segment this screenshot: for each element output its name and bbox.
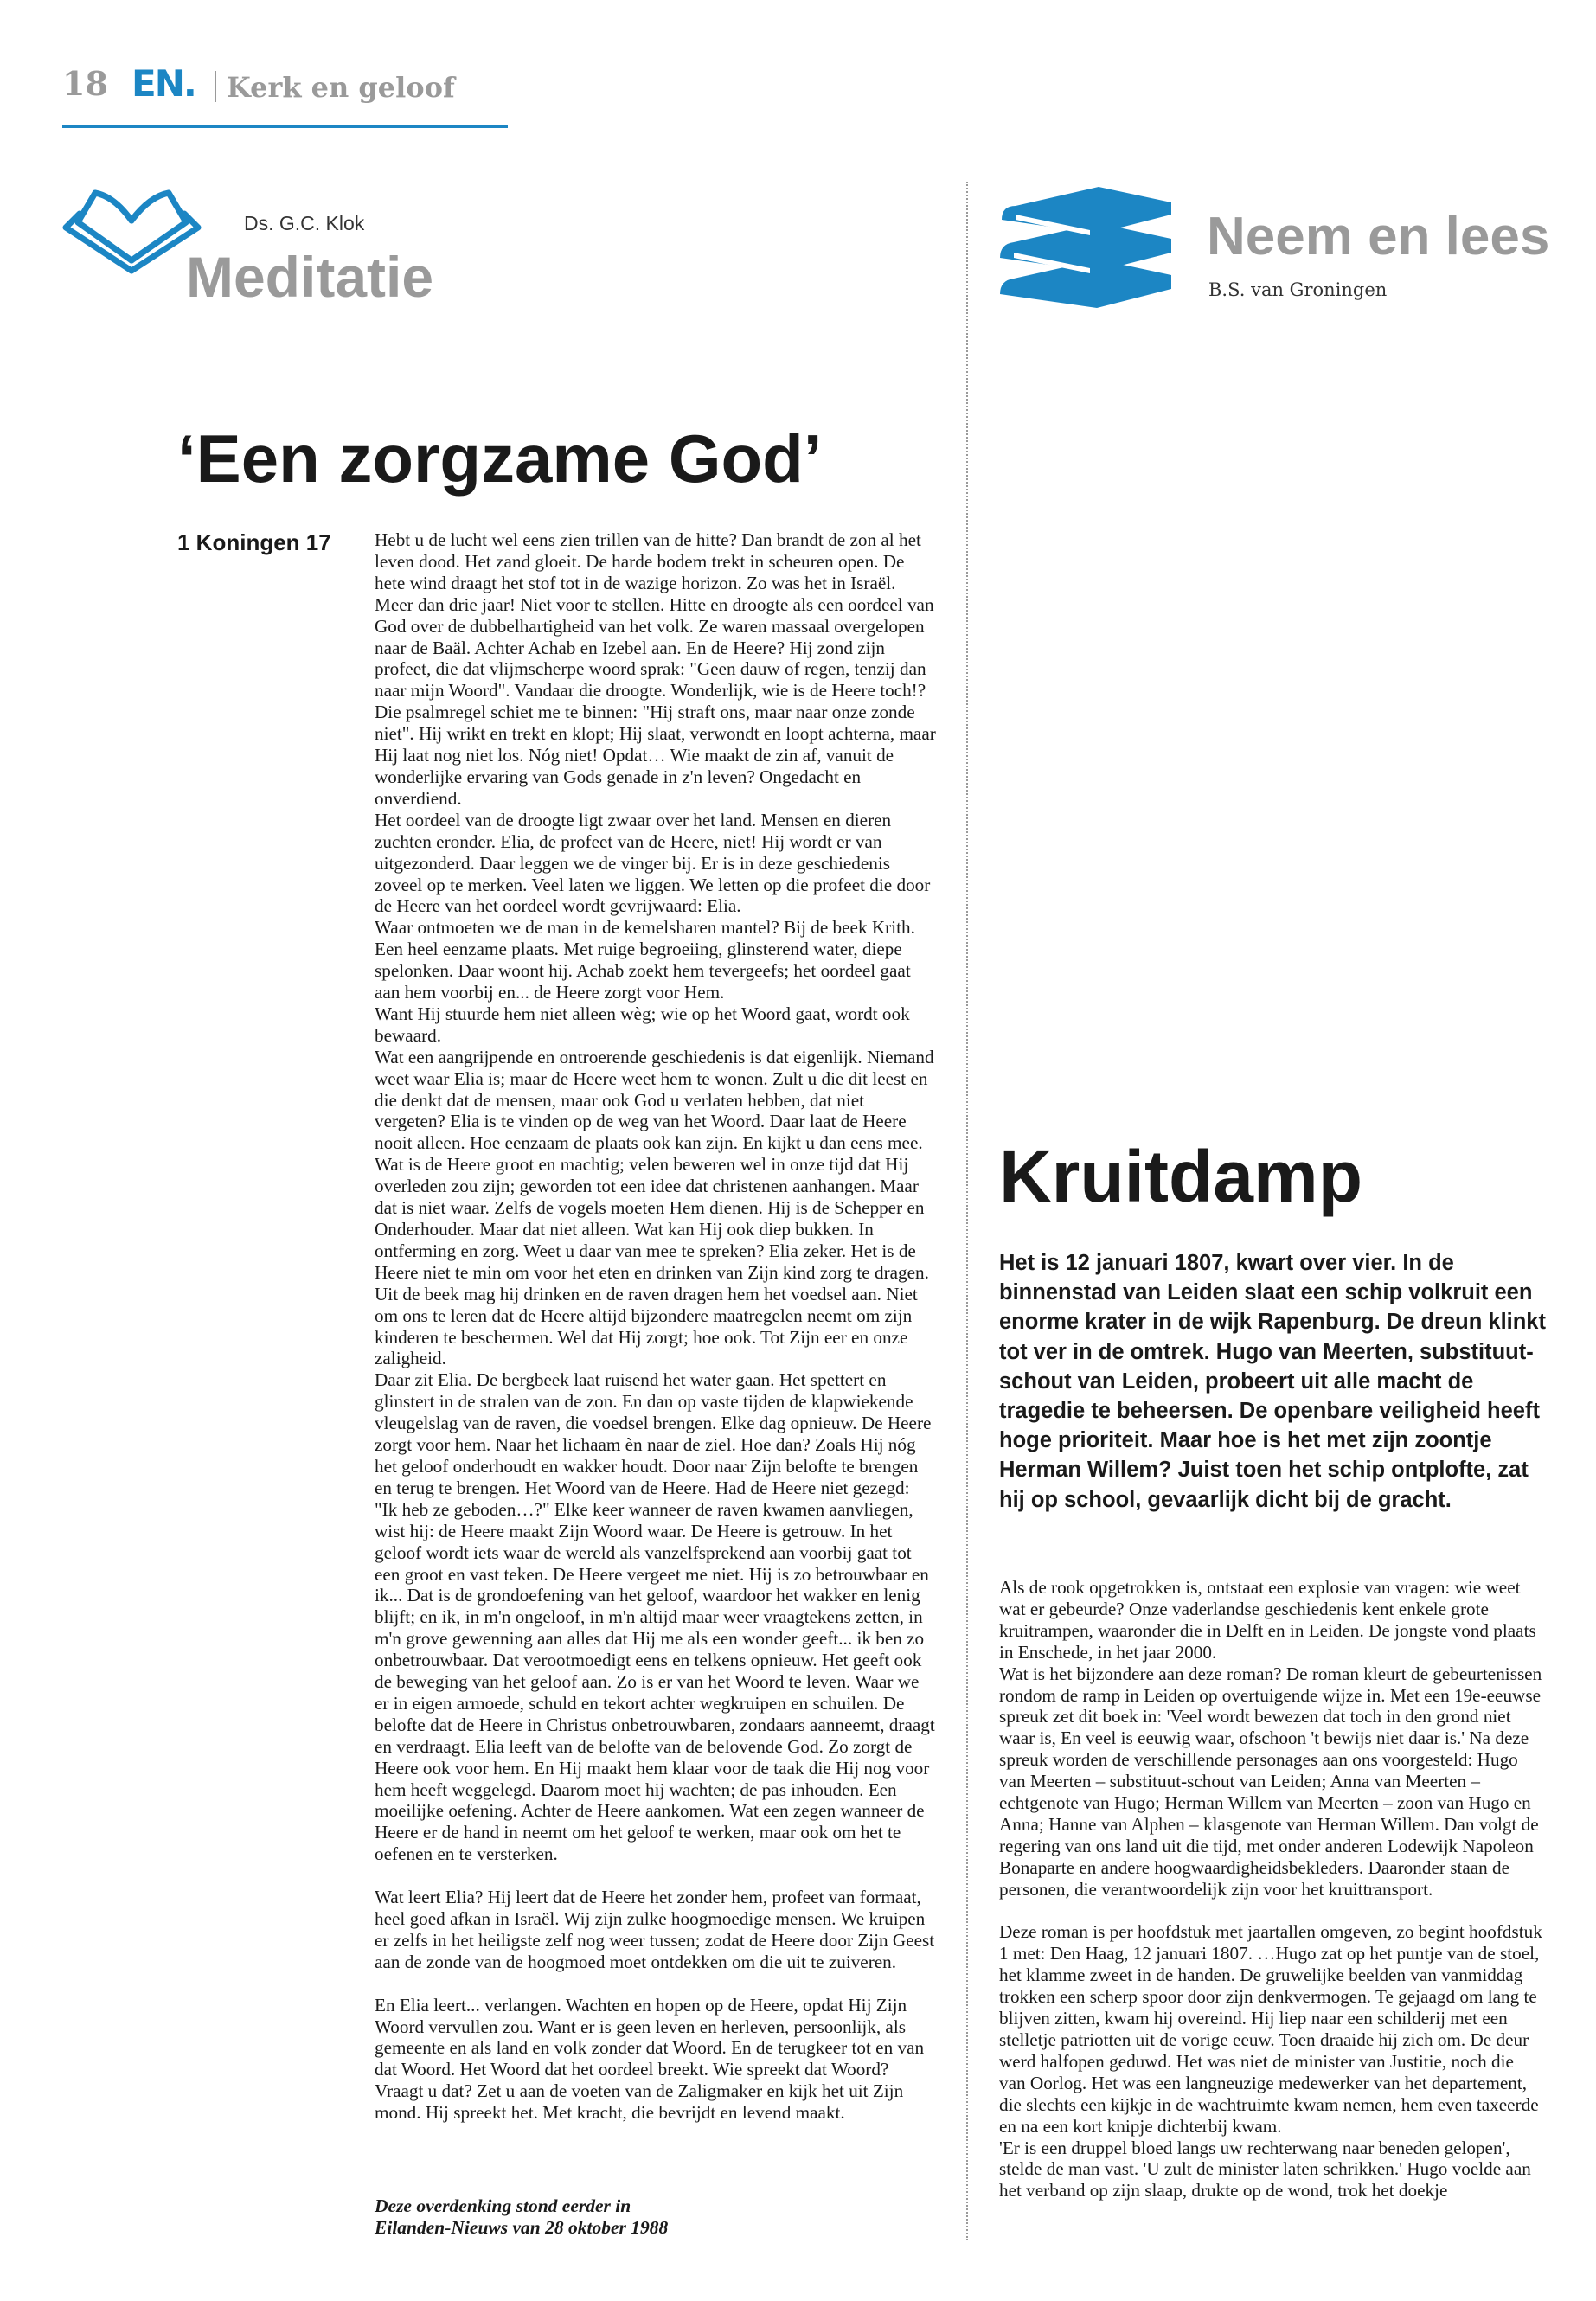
paragraph: Wat een aangrijpende en ontroerende geschiedenis is dat eigenlijk. Niemand weet waar Elia is; maar de Heere weet hem te wonen. Zult u die dit leest en die denkt dat de mensen, maar ook God u verlaten hebben, dat niet vergeten? Elia is te vinden op de weg van het Woord. Daar laat de Heere nooit alleen. Hoe eenzaam de plaats ook kan zijn. En kijkt u dan eens mee. Wat is de Heere groot en machtig; velen beweren wel in onze tijd dat Hij overleden zou zijn; geworden tot een idee dat christenen aanhangen. Maar dat is niet waar. Zelfs de vogels moeten Hem dienen. Hij is de Schepper en Onderhouder. Maar dat niet alleen. Wat kan Hij ook diep bukken. In ontferming en zorg. Weet u daar van mee te spreken? Elia zeker. Het is de Heere niet te min om voor het eten en drinken van Zijn kind zorg te dragen. Uit de beek mag hij drinken en de raven dragen hem het voedsel aan. Niet om ons te leren dat de Heere altijd bijzondere maatregelen neemt om zijn kinderen te beschermen. Wel dat Hij zorgt; hoe ook. Tot Zijn eer en onze zaligheid. xyxy=(375,1046,934,1369)
page-number: 18 xyxy=(62,64,108,103)
open-book-heart-icon xyxy=(61,177,203,277)
paragraph: En Elia leert... verlangen. Wachten en hopen op de Heere, opdat Hij Zijn Woord vervullen zou. Want er is geen leven en herleven, persoonlijk, als gemeente en als land en volk zonder dat Woord. En de terugkeer tot en van dat Woord. Het Woord dat het oordeel breekt. Wie spreekt dat Woord? Vraagt u dat? Zet u aan de voeten van de Zaligmaker en kijk het uit Zijn mond. Hij spreekt het. Met kracht, die bevrijdt en levend maakt. xyxy=(375,1994,925,2124)
paragraph: Wat is het bijzondere aan deze roman? De roman kleurt de gebeurtenissen rondom de ramp in Leiden op overtuigende wijze in. Met een 19e-eeuwse spreuk zet dit boek in: 'Veel wordt bewezen dat toch in den grond niet waar is, En veel is eeuwig waar, ofschoon 't bewijs niet daar is.' Na deze spreuk worden de verschillende personages aan ons voorgesteld: Hugo van Meerten – substituut-schout van Leiden; Anna van Meerten – echtgenote van Hugo; Herman Willem van Meerten – zoon van Hugo en Anna; Hanne van Alphen – klasgenote van Herman Willem. Dan volgt de regering van ons land uit die tijd, met onder anderen Lodewijk Napoleon Bonaparte en andere hoogwaardigheidsbekleders. Daaronder staan de personen, die verantwoordelijk zijn voor het kruittransport. xyxy=(999,1663,1542,1900)
paragraph: Hebt u de lucht wel eens zien trillen van de hitte? Dan brandt de zon al het leven dood. Het zand gloeit. De harde bodem trekt in scheuren open. De hete wind draagt het stof tot in de wazige horizon. Zo was het in Israël. Meer dan drie jaar! Niet voor te stellen. Hitte en droogte als een oordeel van God over de dubbelhartigheid van het volk. Ze waren massaal overgelopen naar de Baäl. Achter Achab en Izebel aan. En de Heere? Hij zond zijn profeet, die dat vlijmscherpe woord sprak: "Geen dauw of regen, tenzij dan naar mijn Woord". Vandaar die droogte. Wonderlijk, wie is de Heere toch!? Die psalmregel schiet me te binnen: "Hij straft ons, maar naar onze zonde niet". Hij wrikt en trekt en klopt; Hij slaat, verwondt en loopt achterna, maar Hij laat nog niet los. Nóg niet! Opdat… Wie maakt de zin af, vanuit de wonderlijke ervaring van Gods genade in z'n leven? Ongedacht en onverdiend. xyxy=(375,529,936,809)
column-divider xyxy=(966,182,968,2240)
meditatie-body xyxy=(375,529,937,2124)
section-title: Kerk en geloof xyxy=(227,71,455,104)
brand-logo: EN. xyxy=(131,62,195,105)
review-title: Kruitdamp xyxy=(999,1136,1362,1217)
paragraph: Wat leert Elia? Hij leert dat de Heere het zonder hem, profeet van formaat, heel goed afkan in Israël. Wij zijn zulke hoogmoedige mensen. We kruipen er zelfs in het heiligste zelf nog weer tussen; zodat de Heere door Zijn Geest aan de zonde van de hoogmoed moet ontdekken om die uit te zuiveren. xyxy=(375,1887,935,1972)
review-author: B.S. van Groningen xyxy=(1208,279,1388,300)
review-body xyxy=(999,1577,1544,2202)
review-lead: Het is 12 januari 1807, kwart over vier. In de binnenstad van Leiden slaat een schip volkruit een enorme krater in de wijk Rapenburg. De dreun klinkt tot ver in de omtrek. Hugo van Meerten, substituut-schout van Leiden, probeert uit alle macht de tragedie te beheersen. De openbare veiligheid heeft hoge prioriteit. Maar hoe is het met zijn zoontje Herman Willem? Juist toen het schip ontplofte, zat hij op school, gevaarlijk dicht bij de gracht. xyxy=(999,1251,1546,1512)
header-rule xyxy=(62,125,508,128)
meditatie-author: Ds. G.C. Klok xyxy=(244,212,365,234)
paragraph: 'Er is een druppel bloed langs uw rechterwang naar beneden gelopen', stelde de man vast. 'U zult de minister laten schrikken.' Hugo voelde aan het verband op zijn slaap, drukte op de wond, trok het doekje xyxy=(999,2137,1531,2202)
source-credit xyxy=(375,2195,937,2239)
bible-reference: 1 Koningen 17 xyxy=(177,529,331,555)
paragraph: Deze roman is per hoofdstuk met jaartallen omgeven, zo begint hoofdstuk 1 met: Den Haag, 12 januari 1807. …Hugo zat op het puntje van de stoel, het klamme zweet in de handen. De gruwelijke beelden van vanmiddag trokken een scherp spoor door zijn denkvermogen. Te gejaagd om lang te blijven zitten, kwam hij overeind. Hij liep naar een schilderij met een stelletje patriotten uit de vorige eeuw. Toen draaide hij zich om. De deur werd halfopen geduwd. Het was niet de minister van Justitie, noch die van Oorlog. Het was een langneuzige medewerker van het departement, die slechts een kijkje in de wachtruimte kwam nemen, hem even taxeerde en na een kort knipje dichterbij kwam. xyxy=(999,1921,1542,2137)
header-separator xyxy=(215,71,216,102)
paragraph: Daar zit Elia. De bergbeek laat ruisend het water gaan. Het spettert en glinstert in de stralen van de zon. En dan op vaste tijden de klapwiekende vleugelslag van de raven, die voedsel brengen. Elke dag opnieuw. De Heere zorgt voor hem. Naar het lichaam èn naar de ziel. Hoe dan? Zoals Hij nóg het geloof onderhoudt en wakker houdt. Door naar Zijn belofte te brengen en terug te brengen. Het Woord van de Heere. Had de Heere niet gezegd: "Ik heb ze geboden…?" Elke keer wanneer de raven kwamen aanvliegen, wist hij: de Heere maakt Zijn Woord waar. De Heere is getrouw. In het geloof wordt iets waar de wereld als vanzelfsprekend aan voorbij gaat tot een groot en vast teken. De Heere vergeet me niet. Hij is zo betrouwbaar en ik... Dat is de grondoefening van het geloof, waardoor het wakker en lenig blijft; en ik, in m'n ongeloof, in m'n altijd maar weer vraagtekens zetten, in m'n grove gewenning aan alles dat Hij me als een wonder geeft... ik ben zo onbetrouwbaar. Dat verootmoedigt eens en telkens opnieuw. Het geeft ook de beweging van het geloof aan. Zo is er van het Woord te leven. Waar we er in eigen armoede, schuld en tekort achter wegkruipen en schuilen. De belofte dat de Heere in Christus onbetrouwbaren, zondaars aanneemt, draagt en verdraagt. Elia leeft van de belofte van de belovende God. Zo zorgt de Heere ook voor hem. En Hij maakt hem klaar voor de taak die Hij nog voor hem heeft weggelegd. Daarom moet hij wachten; de pas inhouden. Een moeilijke oefening. Achter de Heere aankomen. Wat een zegen wanneer de Heere er de hand in neemt om het geloof te werken, maar ook om het te oefenen en te versterken. xyxy=(375,1369,935,1865)
credit-line: Eilanden-Nieuws van 28 oktober 1988 xyxy=(375,2217,669,2238)
meditatie-label: Meditatie xyxy=(186,245,434,309)
paragraph: Als de rook opgetrokken is, ontstaat een explosie van vragen: wie weet wat er gebeurde? Onze vaderlandse geschiedenis kent enkele grote kruitrampen, waaronder die in Delft en in Leiden. De jongste vond plaats in Enschede, in het jaar 2000. xyxy=(999,1577,1536,1663)
paragraph: Waar ontmoeten we de man in de kemelsharen mantel? Bij de beek Krith. Een heel eenzame plaats. Met ruige begroeiing, glinsterend water, diepe spelonken. Daar woont hij. Achab zoekt hem tevergeefs; het oordeel gaat aan hem voorbij en... de Heere zorgt voor Hem. xyxy=(375,917,915,1003)
paragraph: Want Hij stuurde hem niet alleen wèg; wie op het Woord gaat, wordt ook bewaard. xyxy=(375,1003,910,1046)
article-title: ‘Een zorgzame God’ xyxy=(177,420,823,497)
stacked-books-icon xyxy=(995,180,1176,310)
neem-en-lees-label: Neem en lees xyxy=(1207,207,1550,266)
paragraph: Het oordeel van de droogte ligt zwaar over het land. Mensen en dieren zuchten eronder. Elia, de profeet van de Heere, niet! Hij wordt er van uitgezonderd. Daar leggen we de vinger bij. Er is in deze geschiedenis zoveel op te merken. Veel laten we liggen. We letten op die profeet die door de Heere van het oordeel wordt gevrijwaard: Elia. xyxy=(375,809,931,917)
credit-line: Deze overdenking stond eerder in xyxy=(375,2195,631,2216)
